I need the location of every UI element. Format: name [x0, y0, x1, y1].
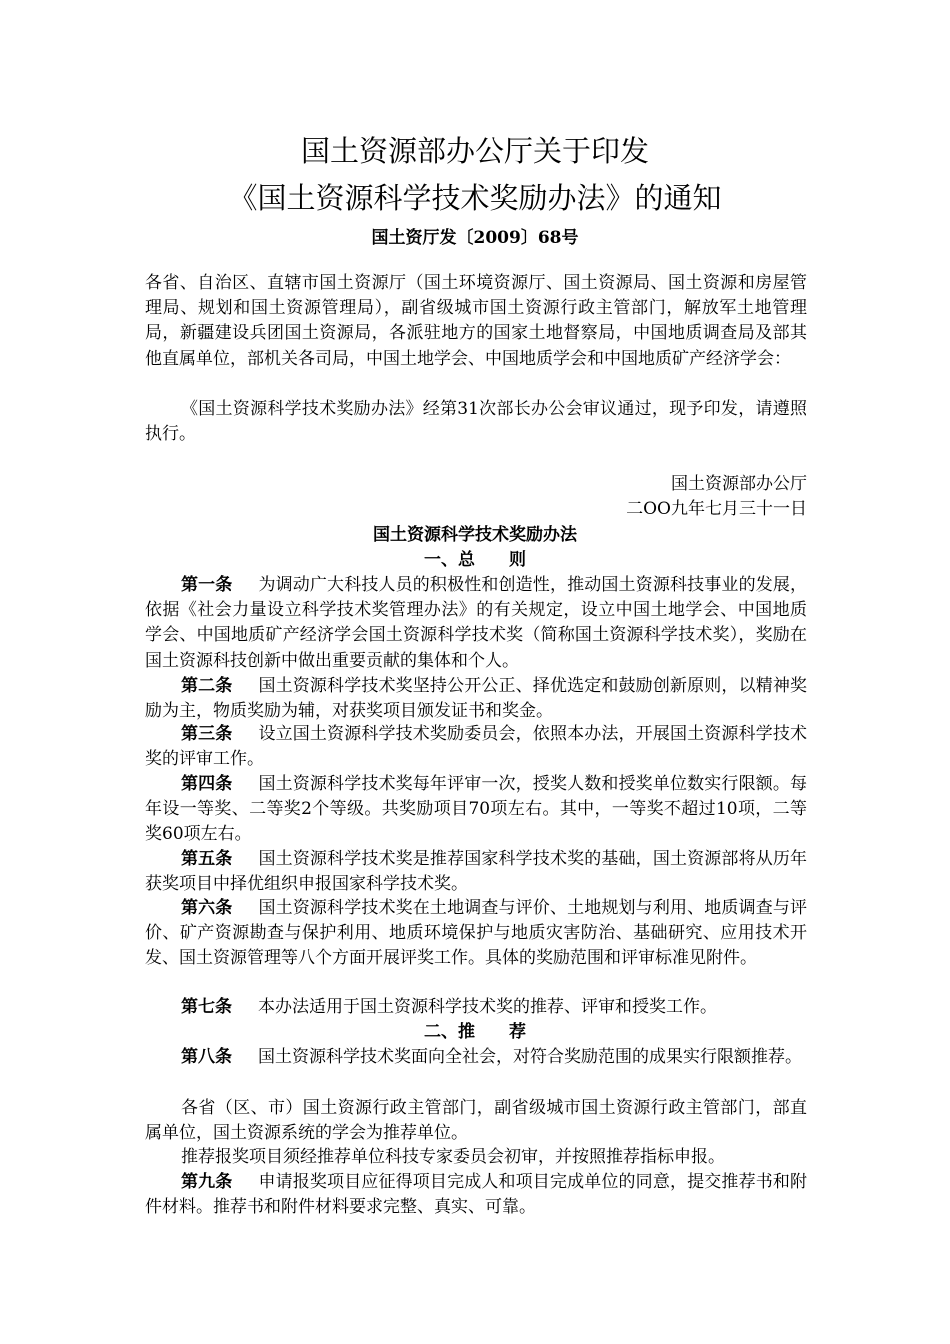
article-text: 为调动广大科技人员的积极性和创造性，推动国土资源科技事业的发展，依据《社会力量设立科学技术奖管理办法》的有关规定，设立中国土地学会、中国地质学会、中国地质矿产经济学会国土资源科学技术奖（简称国土资源科学技术奖），奖励在国土资源科技创新中做出重要贡献的集体和个人。 — [145, 575, 808, 671]
notice-body: 《国土资源科学技术奖励办法》经第31次部长办公会审议通过，现予印发，请遵照执行。 — [145, 399, 807, 445]
article-1 — [145, 573, 807, 674]
notice-title-line1: 国土资源部办公厅关于印发 — [300, 134, 649, 168]
article-label: 第一条 — [181, 575, 233, 595]
article-label: 第三条 — [181, 724, 233, 744]
chapter-2-title: 二、推 荐 — [424, 1022, 526, 1042]
document-number: 国土资厅发〔2009〕68号 — [371, 228, 579, 248]
article-text: 国土资源科学技术奖是推荐国家科学技术奖的基础，国土资源部将从历年获奖项目中择优组织申报国家科学技术奖。 — [145, 849, 808, 895]
article-3 — [145, 722, 807, 772]
addressees: 各省、自治区、直辖市国土资源厅（国土环境资源厅、国土资源局、国土资源和房屋管理局、规划和国土资源管理局），副省级城市国土资源行政主管部门，解放军土地管理局，新疆建设兵团国土资源局，各派驻地方的国家土地督察局，中国地质调查局及部其他直属单位，部机关各司局，中国土地学会、中国地质学会和中国地质矿产经济学会： — [145, 273, 807, 369]
article-9 — [145, 1170, 807, 1220]
article-text: 设立国土资源科学技术奖励委员会，依照本办法，开展国土资源科学技术奖的评审工作。 — [145, 724, 808, 770]
article-label: 第七条 — [181, 997, 232, 1017]
article-label: 第六条 — [181, 898, 233, 918]
notice-title-line2: 《国土资源科学技术奖励办法》的通知 — [228, 181, 722, 215]
article-label: 第八条 — [181, 1047, 232, 1067]
article-8-paragraph-2: 各省（区、市）国土资源行政主管部门，副省级城市国土资源行政主管部门，部直属单位，国土资源系统的学会为推荐单位。 — [145, 1098, 807, 1144]
article-text: 国土资源科学技术奖在土地调查与评价、土地规划与利用、地质调查与评价、矿产资源勘查与保护利用、地质环境保护与地质灾害防治、基础研究、应用技术开发、国土资源管理等八个方面开展评奖工作。具体的奖励范围和评审标准见附件。 — [145, 898, 808, 969]
article-label: 第四条 — [181, 774, 233, 794]
article-2 — [145, 674, 807, 724]
article-text: 本办法适用于国土资源科学技术奖的推荐、评审和授奖工作。 — [258, 997, 717, 1017]
issue-date: 二OO九年七月三十一日 — [626, 499, 807, 519]
measures-title: 国土资源科学技术奖励办法 — [373, 525, 577, 545]
chapter-1-title: 一、总 则 — [424, 550, 526, 570]
article-5 — [145, 847, 807, 897]
article-8 — [145, 1045, 807, 1070]
article-6 — [145, 896, 807, 972]
article-7 — [145, 995, 807, 1020]
article-text: 申请报奖项目应征得项目完成人和项目完成单位的同意，提交推荐书和附件材料。推荐书和附件材料要求完整、真实、可靠。 — [145, 1172, 808, 1218]
article-label: 第五条 — [181, 849, 233, 869]
article-text: 国土资源科学技术奖面向全社会，对符合奖励范围的成果实行限额推荐。 — [258, 1047, 802, 1067]
article-text: 国土资源科学技术奖每年评审一次，授奖人数和授奖单位数实行限额。每年设一等奖、二等奖2个等级。共奖励项目70项左右。其中，一等奖不超过10项，二等奖60项左右。 — [145, 774, 808, 845]
article-text: 国土资源科学技术奖坚持公开公正、择优选定和鼓励创新原则，以精神奖励为主，物质奖励为辅，对获奖项目颁发证书和奖金。 — [145, 676, 808, 722]
article-8-paragraph-3: 推荐报奖项目须经推荐单位科技专家委员会初审，并按照推荐指标申报。 — [181, 1147, 725, 1167]
article-label: 第九条 — [181, 1172, 233, 1192]
article-4 — [145, 772, 807, 848]
issuer: 国土资源部办公厅 — [671, 474, 807, 494]
article-label: 第二条 — [181, 676, 233, 696]
